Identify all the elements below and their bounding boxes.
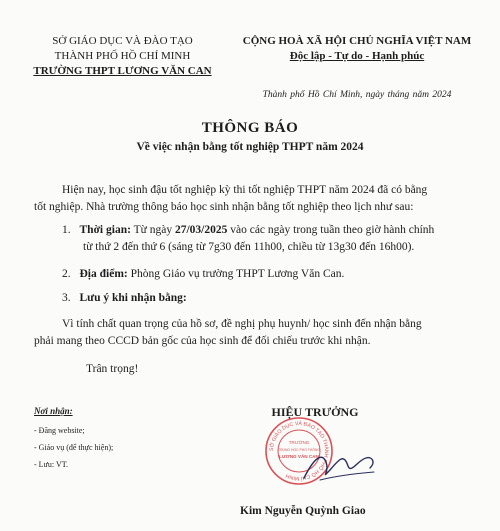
handwritten-signature (300, 440, 380, 490)
item-time-line-2: từ thứ 2 đến thứ 6 (sáng từ 7g30 đến 11h00, chiều từ 13g30 đến 16h00). (83, 241, 415, 253)
recipients-heading: Nơi nhận: (34, 406, 73, 416)
seal-inner-line-3: LƯƠNG VĂN CAN (279, 454, 319, 459)
intro-line-1: Hiện nay, học sinh đậu tốt nghiệp kỳ thi tốt nghiệp THPT năm 2024 đã có bằng (62, 184, 428, 196)
document-title: THÔNG BÁO (201, 120, 299, 136)
item-time: 1. Thời gian: Từ ngày 27/03/2025 vào các ngày trong tuần theo giờ hành chính (62, 224, 435, 236)
item-note: 3. Lưu ý khi nhận bằng: (62, 292, 187, 304)
country-name: CỘNG HOÀ XÃ HỘI CHỦ NGHĨA VIỆT NAM (242, 35, 472, 47)
note-line-2: phải mang theo CCCD bản gốc của học sinh để đối chiếu trước khi nhận. (34, 335, 371, 347)
signer-name: Kim Nguyễn Quỳnh Giao (240, 505, 366, 517)
issuer-block (0, 34, 245, 79)
closing: Trân trọng! (86, 363, 139, 375)
issuer-city: THÀNH PHỐ HỒ CHÍ MINH (54, 50, 191, 62)
item-note-label: Lưu ý khi nhận bằng: (79, 292, 187, 304)
seal-inner-line-1: TRƯỜNG (288, 440, 310, 445)
issuer-department: SỞ GIÁO DỤC VÀ ĐÀO TẠO (52, 35, 193, 47)
pickup-date: 27/03/2025 (174, 224, 228, 236)
item-place: 2. Địa điểm: Phòng Giáo vụ trường THPT Lương Văn Can. (62, 268, 345, 280)
recipient-item: - Giáo vụ (để thực hiện); (34, 443, 114, 452)
signer-title: HIỆU TRƯỞNG (271, 405, 359, 419)
place-date: Thành phố Hồ Chí Minh, ngày tháng năm 2024 (262, 90, 452, 100)
item-time-label: Thời gian: (79, 224, 131, 236)
motto: Độc lập - Tự do - Hạnh phúc (289, 50, 425, 62)
recipient-item: - Đăng website; (34, 426, 85, 435)
note-line-1: Vì tính chất quan trọng của hồ sơ, đề nghị phụ huynh/ học sinh đến nhận bằng (62, 318, 422, 330)
intro-line-2: tốt nghiệp. Nhà trường thông báo học sinh nhận bằng tốt nghiệp theo lịch như sau: (34, 201, 414, 213)
issuer-school: TRƯỜNG THPT LƯƠNG VĂN CAN (33, 65, 212, 77)
seal-ring-text: SỞ GIÁO DỤC VÀ ĐÀO TẠO THÀNH PHỐ HỒ CHÍ MINH (268, 420, 330, 482)
item-place-label: Địa điểm: (79, 268, 128, 280)
recipient-item: - Lưu: VT. (34, 460, 69, 469)
document-subtitle: Về việc nhận bằng tốt nghiệp THPT năm 2024 (136, 141, 364, 153)
national-motto-block (222, 34, 492, 64)
seal-inner-line-2: TRUNG HỌC PHỔ THÔNG (278, 448, 320, 452)
